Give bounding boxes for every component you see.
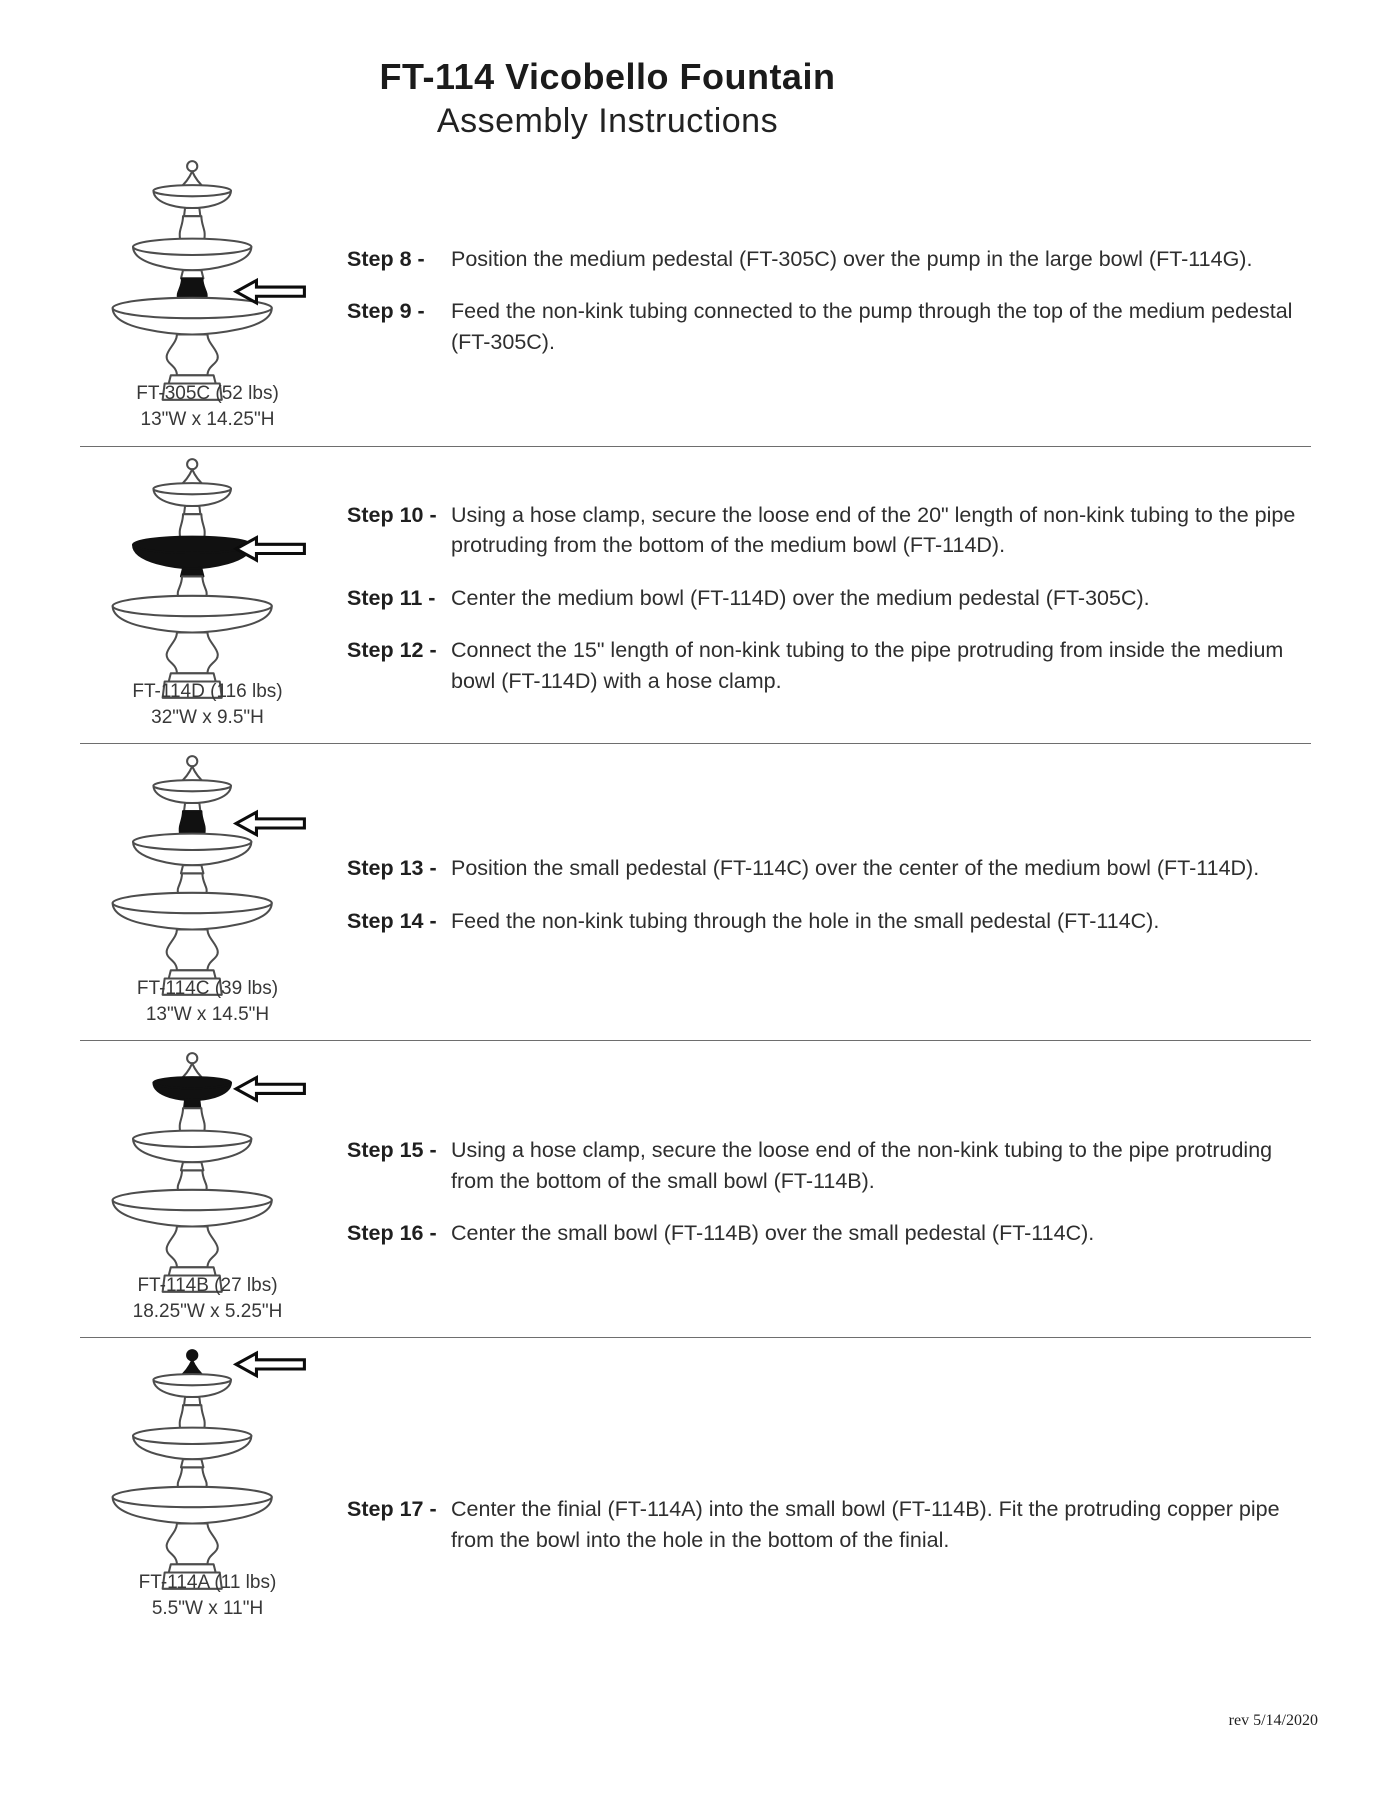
figure-art [90,750,325,962]
assembly-section [80,1040,1311,1337]
medium-bowl-part [133,834,251,874]
medium-bowl-part [133,1428,251,1468]
fountain-illustration [90,155,325,410]
step-instruction-text: Connect the 15" length of non-kink tubing to the pipe protruding from inside the medium bowl (FT-114D) with a hose clamp. [451,638,1284,693]
step-instruction-text: Feed the non-kink tubing through the hole in the small pedestal (FT-114C). [451,909,1160,933]
medium-bowl-part [133,537,251,577]
small-bowl-part [153,1374,231,1405]
part-code: FT-114C (39 lbs) [136,978,279,999]
large-bowl-part [113,298,272,335]
steps-column [335,453,1311,743]
step-number-label: Step 10 - [347,502,437,527]
figure-column [80,1344,335,1705]
small-bowl-part [153,780,231,811]
figure-column [80,750,335,1040]
assembly-section [80,149,1311,446]
step-instruction-text: Feed the non-kink tubing connected to the pump through the top of the medium pedestal (FT-305C). [451,299,1293,354]
assembly-section [80,743,1311,1040]
figure-column [80,453,335,743]
steps-column [335,1344,1311,1705]
part-label [105,381,311,432]
large-bowl-part [113,1487,272,1524]
part-code: FT-305C (52 lbs) [136,383,279,404]
small-bowl-part [153,1077,231,1108]
step-item [347,583,1311,614]
step-number-label: Step 9 - [347,299,425,324]
step-item [347,244,1311,275]
steps-column [335,155,1311,446]
part-label [105,679,311,730]
large-bowl-part [113,1190,272,1227]
small-bowl-part [153,185,231,216]
step-item [347,500,1311,561]
step-number-label: Step 8 - [347,246,425,271]
figure-art [90,453,325,665]
part-dimensions: 18.25"W x 5.25"H [132,1300,283,1322]
part-label [105,1273,311,1324]
step-item [347,1494,1311,1555]
step-instruction-text: Center the small bowl (FT-114B) over the small pedestal (FT-114C). [451,1221,1095,1246]
step-item [347,1218,1311,1249]
large-bowl-part [113,893,272,930]
part-code: FT-114D (116 lbs) [132,681,283,702]
assembly-section [80,1337,1311,1705]
part-label [105,976,311,1027]
fountain-illustration [90,1047,325,1302]
step-number-label: Step 17 - [347,1496,437,1521]
small-bowl-part [153,483,231,514]
step-number-label: Step 15 - [347,1138,437,1163]
part-code: FT-114A (11 lbs) [138,1572,277,1593]
arrow-icon [236,1353,304,1375]
part-code: FT-114B (27 lbs) [137,1275,278,1296]
figure-column [80,155,335,446]
step-item [347,296,1311,357]
step-number-label: Step 14 - [347,909,437,933]
large-bowl-part [113,596,272,633]
step-instruction-text: Position the small pedestal (FT-114C) over the center of the medium bowl (FT-114D). [451,856,1260,881]
large-pedestal-part [167,1227,218,1268]
part-dimensions: 5.5"W x 11"H [151,1597,264,1619]
step-instruction-text: Position the medium pedestal (FT-305C) over the pump in the large bowl (FT-114G). [451,246,1253,271]
step-number-label: Step 13 - [347,856,437,881]
steps-column [335,1047,1311,1337]
fountain-illustration [90,453,325,708]
assembly-section [80,446,1311,743]
sections [0,149,1391,1705]
steps-column [335,750,1311,1040]
step-number-label: Step 16 - [347,1221,437,1246]
part-dimensions: 13"W x 14.5"H [145,1003,270,1025]
page-title: FT-114 Vicobello Fountain [379,56,836,97]
step-item [347,1135,1311,1196]
figure-art [90,1047,325,1259]
part-label [105,1570,311,1621]
medium-bowl-part [133,239,251,279]
step-item [347,906,1311,937]
part-dimensions: 13"W x 14.25"H [140,408,275,430]
step-number-label: Step 11 - [347,585,436,610]
medium-bowl-part [133,1131,251,1171]
figure-art [90,1344,325,1556]
step-instruction-text: Using a hose clamp, secure the loose end of the non-kink tubing to the pipe protruding from the bottom of the small bowl (FT-114B). [451,1138,1273,1193]
revision-note: rev 5/14/2020 [1228,1712,1318,1729]
large-pedestal-part [167,633,218,674]
figure-art [90,155,325,367]
document-title [0,0,1215,141]
figure-column [80,1047,335,1337]
large-pedestal-part [167,335,218,376]
arrow-icon [236,1078,304,1100]
part-dimensions: 32"W x 9.5"H [151,706,264,728]
fountain-illustration [90,1344,325,1599]
fountain-illustration [90,750,325,1005]
large-pedestal-part [167,1524,218,1565]
step-number-label: Step 12 - [347,638,437,663]
step-instruction-text: Using a hose clamp, secure the loose end of the 20" length of non-kink tubing to the pipe protruding from the bottom of the medium bowl (FT-114D). [451,502,1296,558]
step-item [347,853,1311,884]
page-subtitle: Assembly Instructions [436,102,779,140]
large-pedestal-part [167,930,218,971]
arrow-icon [236,812,304,834]
step-item [347,635,1311,696]
step-instruction-text: Center the finial (FT-114A) into the small bowl (FT-114B). Fit the protruding copper pipe from the bowl into the hole in the bottom of the finial. [451,1496,1280,1552]
step-instruction-text: Center the medium bowl (FT-114D) over the medium pedestal (FT-305C). [451,585,1150,610]
